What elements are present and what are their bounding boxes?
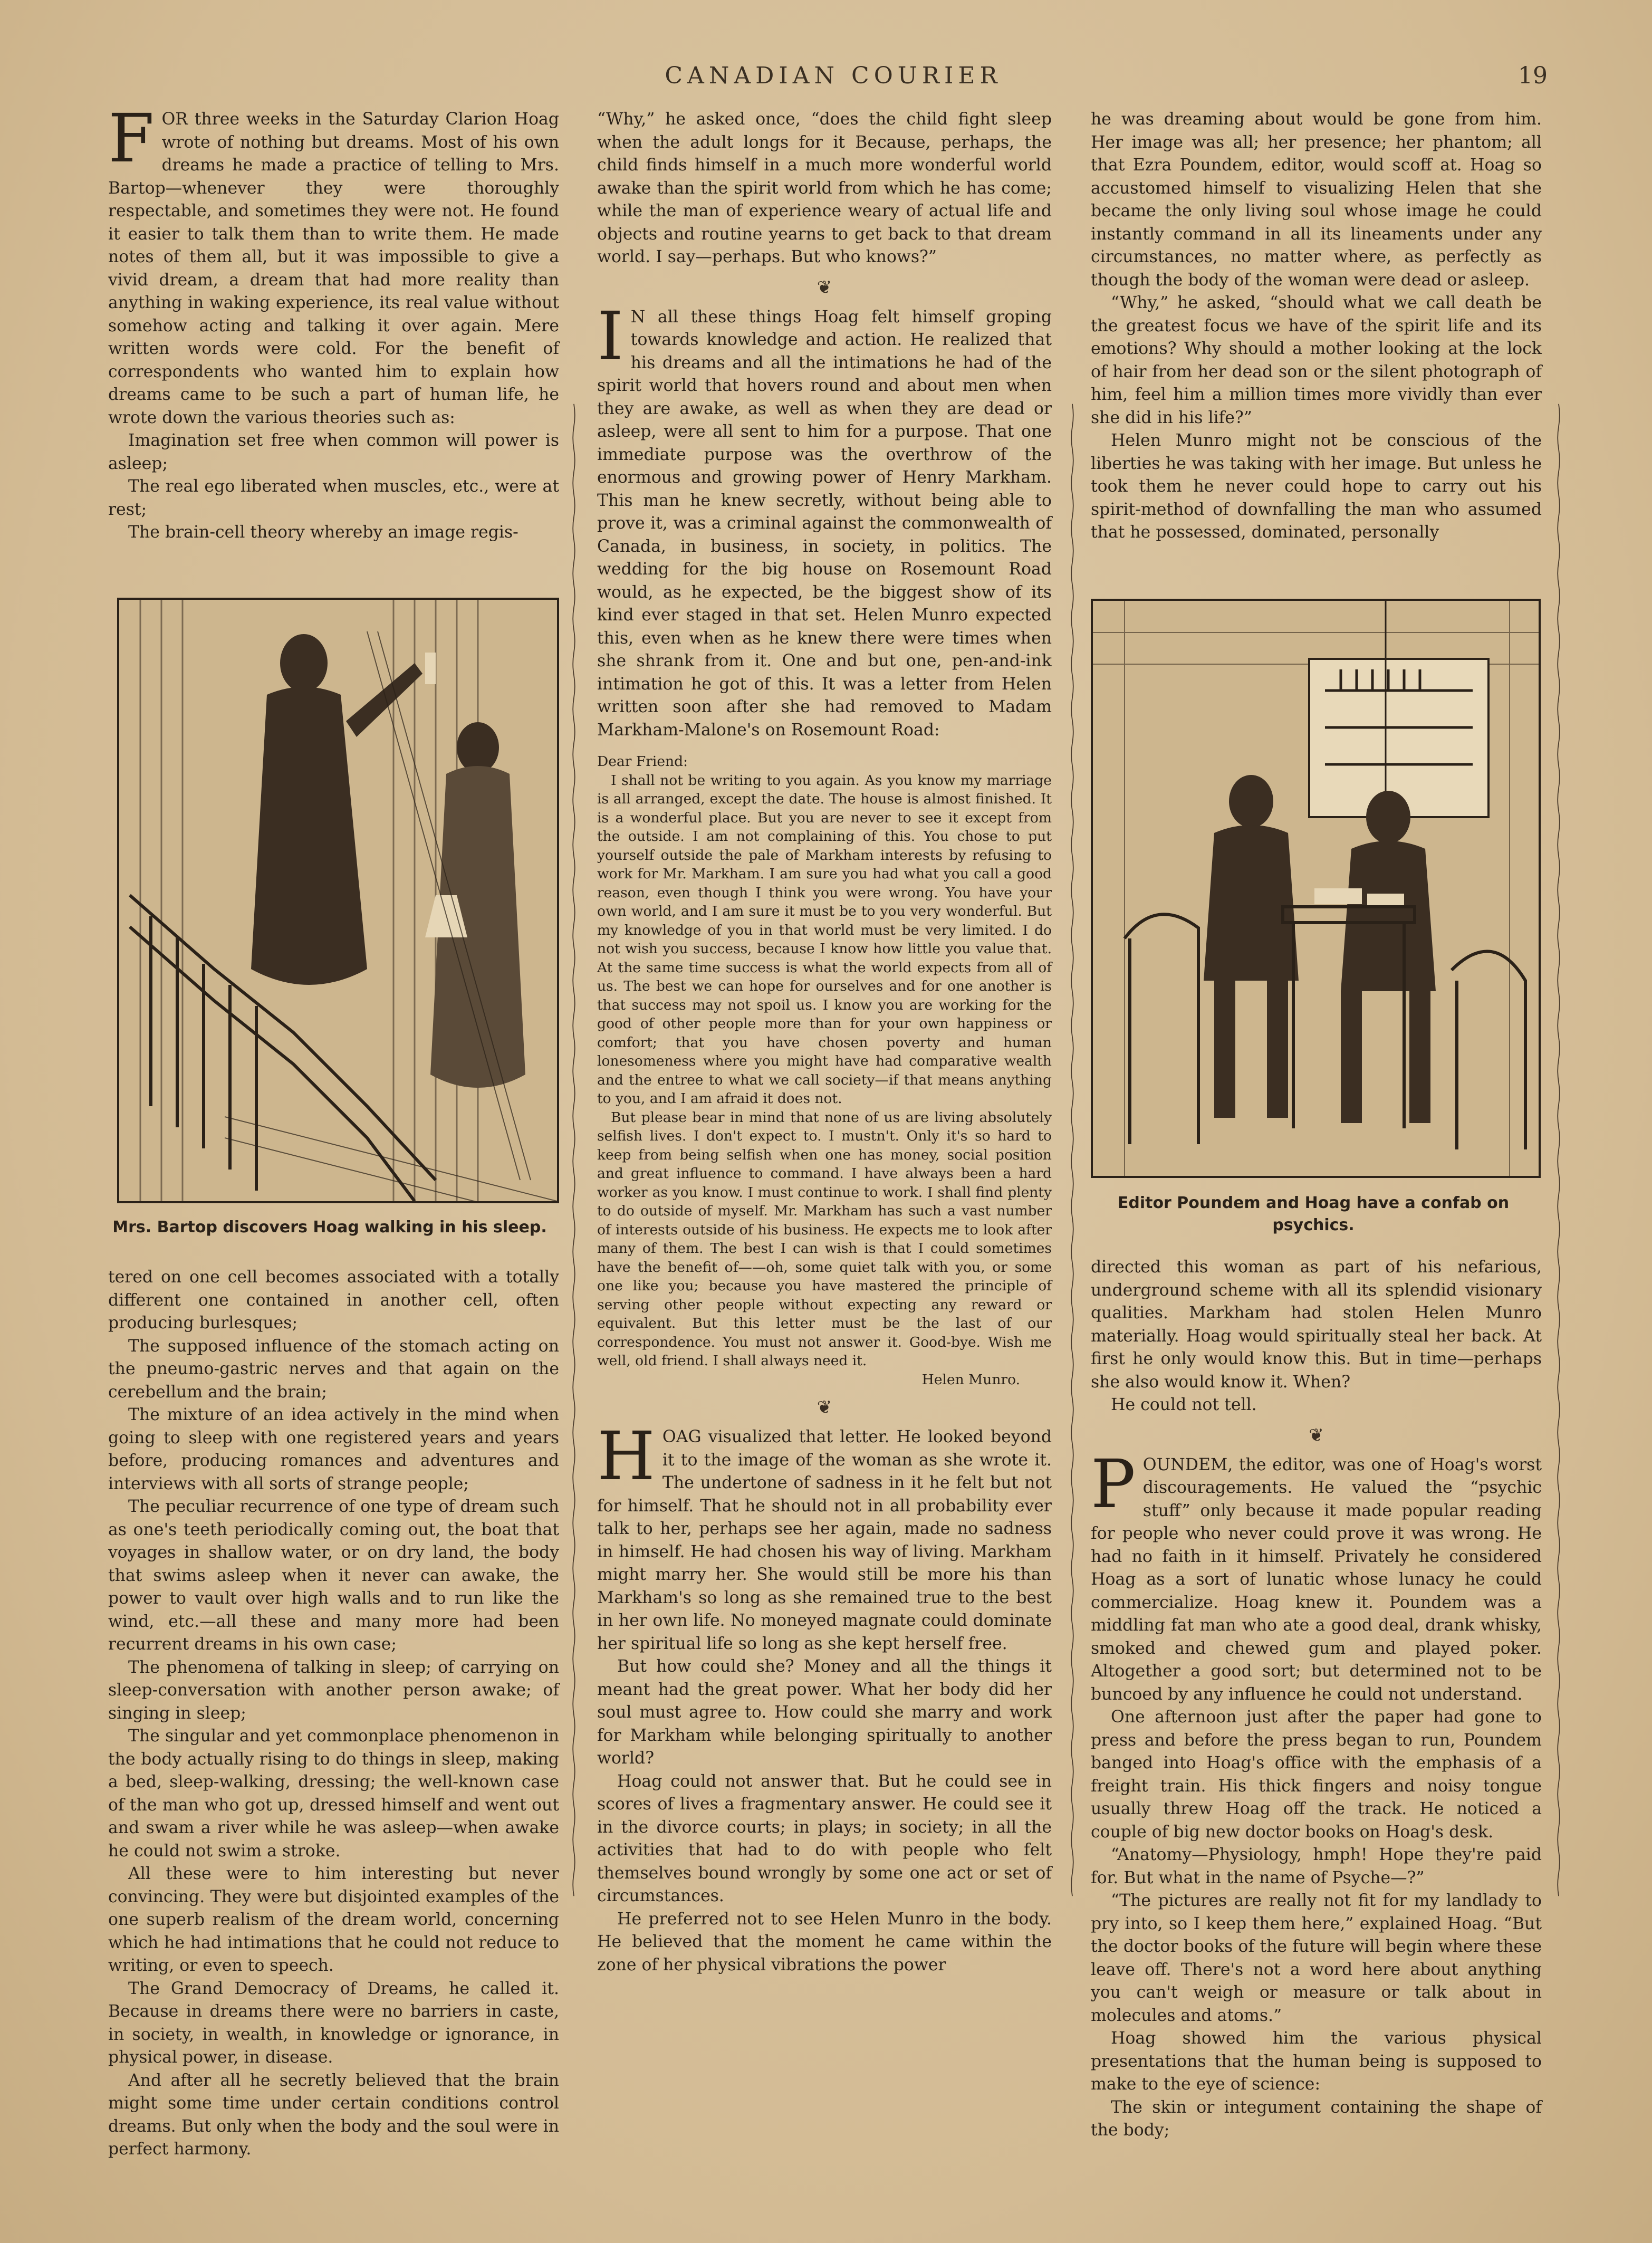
paragraph: And after all he secretly believed that the brain might some time under certain conditions control dreams. But only when the body and the soul were in perfect harmony. <box>108 2071 559 2159</box>
paragraph: The brain-cell theory whereby an image regis- <box>128 523 518 542</box>
drop-cap: P <box>1091 1445 1136 1523</box>
column-2 <box>597 108 1052 1977</box>
paragraph: The peculiar recurrence of one type of dream such as one's teeth periodically coming out, the boat that voyages in shallow water, or on dry land, the body that swims asleep when it never can awake, the power to vault over high walls and to run like the wind, etc.—all these and many more had been recurrent dreams in his own case; <box>108 1497 559 1654</box>
sleepwalking-engraving <box>119 600 557 1201</box>
letter-signature: Helen Munro. <box>921 1371 1020 1388</box>
section-divider-ornament: ❦ <box>817 1397 832 1418</box>
paragraph: he was dreaming about would be gone from him. Her image was all; her presence; her phantom; all that Ezra Poundem, editor, would scoff at. Hoag so accustomed himself to visualizing Helen that she became the only living soul whose image he could instantly command in all its lineaments under any circumstances, no matter where, as perfectly as though the body of the woman were dead or asleep. <box>1091 110 1542 290</box>
paragraph: Hoag could not answer that. But he could see in scores of lives a fragmentary answer. He could see it in the divorce courts; in plays; in society; in all the activities that had to do with people who felt themselves bound wrongly by some one act or set of circumstances. <box>597 1771 1052 1905</box>
paragraph: “Why,” he asked, “should what we call death be the greatest focus we have of the spirit life and its emotions? Why should a mother looking at the lock of hair from her dead son or the silent photograph of him, feel him a million times more vividly than ever she did in his life?” <box>1091 293 1542 427</box>
column-rule-outer <box>1556 106 1561 2194</box>
illustration-sleepwalking <box>117 598 559 1203</box>
column-3-bottom <box>1091 1256 1542 2142</box>
drop-cap: H <box>597 1417 655 1495</box>
paragraph: Imagination set free when common will power is asleep; <box>108 431 559 473</box>
caption-right: Editor Poundem and Hoag have a confab on psychics. <box>1117 1194 1510 1234</box>
paragraph: One afternoon just after the paper had gone to press and before the press began to run, Poundem banged into Hoag's office with the emphasis of a freight train. His thick fingers and noisy tongue usually threw Hoag off the track. He noticed a couple of big new doctor books on Hoag's desk. <box>1091 1708 1542 1842</box>
paragraph: Hoag showed him the various physical presentations that the human being is supposed to make to the eye of science: <box>1091 2029 1542 2094</box>
column-rule-right <box>1070 106 1075 2194</box>
page-number: 19 <box>1518 62 1548 89</box>
paragraph: He preferred not to see Helen Munro in the body. He believed that the moment he came within the zone of her physical vibrations the power <box>597 1909 1052 1974</box>
paragraph: Helen Munro might not be conscious of the liberties he was taking with her image. But unless he took them he never could hope to carry out his spirit-method of downfalling the man who assumed that he possessed, dominated, personally <box>1091 431 1542 542</box>
section-divider-ornament: ❦ <box>1309 1424 1324 1446</box>
paragraph: HOAG visualized that letter. He looked beyond it to the image of the woman as she wrote it. The undertone of sadness in it he felt but not for himself. That he should not in all probability ever talk to her, perhaps see her again, made no sadness in himself. He had chosen his way of living. Markham might marry her. She would still be more his than Markham's so long as she remained true to the best in her own life. No moneyed magnate could dominate her spiritual life so long as she kept herself free. <box>597 1417 1052 1653</box>
section-divider-ornament: ❦ <box>817 276 832 298</box>
paragraph: All these were to him interesting but never convincing. They were but disjointed examples of the one superb realism of the dream world, concerning which he had intimations that he could not reduce to writing, or even to speech. <box>108 1864 559 1975</box>
paragraph: “Anatomy—Physiology, hmph! Hope they're paid for. But what in the name of Psyche—?” <box>1091 1845 1542 1887</box>
page-header: CANADIAN COURIER <box>665 62 1002 89</box>
letter-paragraph: But please bear in mind that none of us are living absolutely selfish lives. I don't expect to. I mustn't. Only it's so hard to keep from being selfish when one has money, social position and great influence to command. I have always been a hard worker as you know. I must continue to work. I shall find plenty to do outside of myself. Mr. Markham has such a vast number of interests outside of his business. He expects me to look after many of them. The best I can wish is that I could sometimes have the benefit of——oh, some quiet talk with you, or some one like you; because you have mastered the principle of serving other people without expecting any reward or equivalent. But this letter must be the last of our correspondence. You must not answer it. Good-bye. Wish me well, old friend. I shall always need it. <box>597 1109 1052 1369</box>
illustration-editor-confab <box>1091 599 1541 1178</box>
paragraph: FOR three weeks in the Saturday Clarion Hoag wrote of nothing but dreams. Most of his own dreams he made a practice of telling to Mrs. Bartop—whenever they were thoroughly respectable, and sometimes they were not. He found it easier to talk them than to write them. He made notes of them all, but it was impossible to give a vivid dream, a dream that had more reality than anything in waking experience, its real value without somehow acting and talking it over again. Mere written words were cold. For the benefit of correspondents who wanted him to explain how dreams came to be such a part of human life, he wrote down the various theories such as: <box>108 100 559 427</box>
caption-left: Mrs. Bartop discovers Hoag walking in his sleep. <box>112 1218 547 1236</box>
paragraph: I N all these things Hoag felt himself groping towards knowledge and action. He realized that his dreams and all the intimations he had of the spirit world that hovers round and about men when they are awake, as well as when they are dead or asleep, were all sent to him for a purpose. That one immediate purpose was the overthrow of the enormous and growing power of Henry Markham. This man he knew secretly, without being able to prove it, was a criminal against the commonwealth of Canada, in business, in society, in politics. The wedding for the big house on Rosemount Road would, as he expected, be the biggest show of its kind ever staged in that set. Helen Munro expected this, even when as he knew there were times when she shrank from it. One and but one, pen-and-ink intimation he got of this. It was a letter from Helen written soon after she had removed to Madam Markham-Malone's on Rosemount Road: <box>597 297 1052 740</box>
paragraph: The skin or integument containing the shape of the body; <box>1091 2097 1542 2140</box>
paragraph: But how could she? Money and all the things it meant had the great power. What her body did her soul must agree to. How could she marry and work for Markham while belonging spiritually to another world? <box>597 1657 1052 1768</box>
drop-cap: F <box>108 100 155 177</box>
paragraph: The supposed influence of the stomach acting on the pneumo-gastric nerves and that again on the cerebellum and the brain; <box>108 1336 559 1402</box>
paragraph: “The pictures are really not fit for my landlady to pry into, so I keep them here,” explained Hoag. “But the doctor books of the future will begin where these leave off. There's not a word here about anything you can't weigh or measure or talk about in molecules and atoms.” <box>1091 1891 1542 2025</box>
letter-salutation: Dear Friend: <box>597 753 688 770</box>
column-1-top <box>108 100 559 544</box>
paragraph: POUNDEM, the editor, was one of Hoag's worst discouragements. He valued the “psychic stuff” only because it made popular reading for people who never could prove it was wrong. He had no faith in it himself. Privately he considered Hoag as a sort of lunatic whose lunacy he could commercialize. Hoag knew it. Poundem was a middling fat man who ate a good deal, drank whisky, smoked and chewed gum and played poker. Altogether a good sort; but determined not to be buncoed by any influence he could not understand. <box>1091 1445 1542 1704</box>
column-3-top <box>1091 108 1542 544</box>
paragraph: tered on one cell becomes associated with a totally different one contained in another cell, often producing burlesques; <box>108 1268 559 1333</box>
letter-paragraph: I shall not be writing to you again. As you know my marriage is all arranged, except the date. The house is almost finished. It is a wonderful place. But you are never to see it except from the outside. I am not complaining of this. You chose to put yourself outside the pale of Markham interests by refusing to work for Mr. Markham. I am sure you had what you call a good reason, even though I think you were wrong. You have your own world, and I am sure it must be to you very wonderful. But my knowledge of you in that world must be very limited. I do not wish you success, because I know how little you value that. At the same time success is what the world expects from all of us. The best we can hope for ourselves and for one another is that success may not spoil us. I know you are working for the good of other people more than for your own happiness or comfort; that you have chosen poverty and human lonesomeness where you might have had comparative wealth and the entree to what we call society—if that means anything to you, and I am afraid it does not. <box>597 772 1052 1107</box>
paragraph: directed this woman as part of his nefarious, underground scheme with all its splendid visionary qualities. Markham had stolen Helen Munro materially. Hoag would spiritually steal her back. At first he only would know this. But in time—perhaps she also would know it. When? <box>1091 1258 1542 1392</box>
paragraph: “Why,” he asked once, “does the child fight sleep when the adult longs for it Because, perhaps, the child finds himself in a much more wonderful world awake than the spirit world from which he has come; while the man of experience weary of actual life and objects and routine yearns to get back to that dream world. I say—perhaps. But who knows?” <box>597 110 1052 266</box>
paragraph: The phenomena of talking in sleep; of carrying on sleep-conversation with another person awake; of singing in sleep; <box>108 1657 559 1723</box>
column-1-bottom <box>108 1266 559 2161</box>
paragraph: The Grand Democracy of Dreams, he called it. Because in dreams there were no barriers in caste, in society, in wealth, in knowledge or ignorance, in physical power, in disease. <box>108 1979 559 2067</box>
drop-cap: I <box>597 297 623 375</box>
column-rule-left <box>571 106 577 2194</box>
paragraph: The real ego liberated when muscles, etc., were at rest; <box>108 477 559 519</box>
paragraph: The singular and yet commonplace phenomenon in the body actually rising to do things in sleep, making a bed, sleep-walking, dressing; the well-known case of the man who got up, dressed himself and went out and swam a river while he was asleep—when awake he could not swim a stroke. <box>108 1727 559 1861</box>
paragraph: The mixture of an idea actively in the mind when going to sleep with one registered years and years before, producing romances and adventures and interviews with all sorts of strange people; <box>108 1405 559 1493</box>
confab-engraving <box>1093 601 1539 1176</box>
paragraph: He could not tell. <box>1111 1395 1257 1414</box>
letter-block <box>597 752 1052 1389</box>
